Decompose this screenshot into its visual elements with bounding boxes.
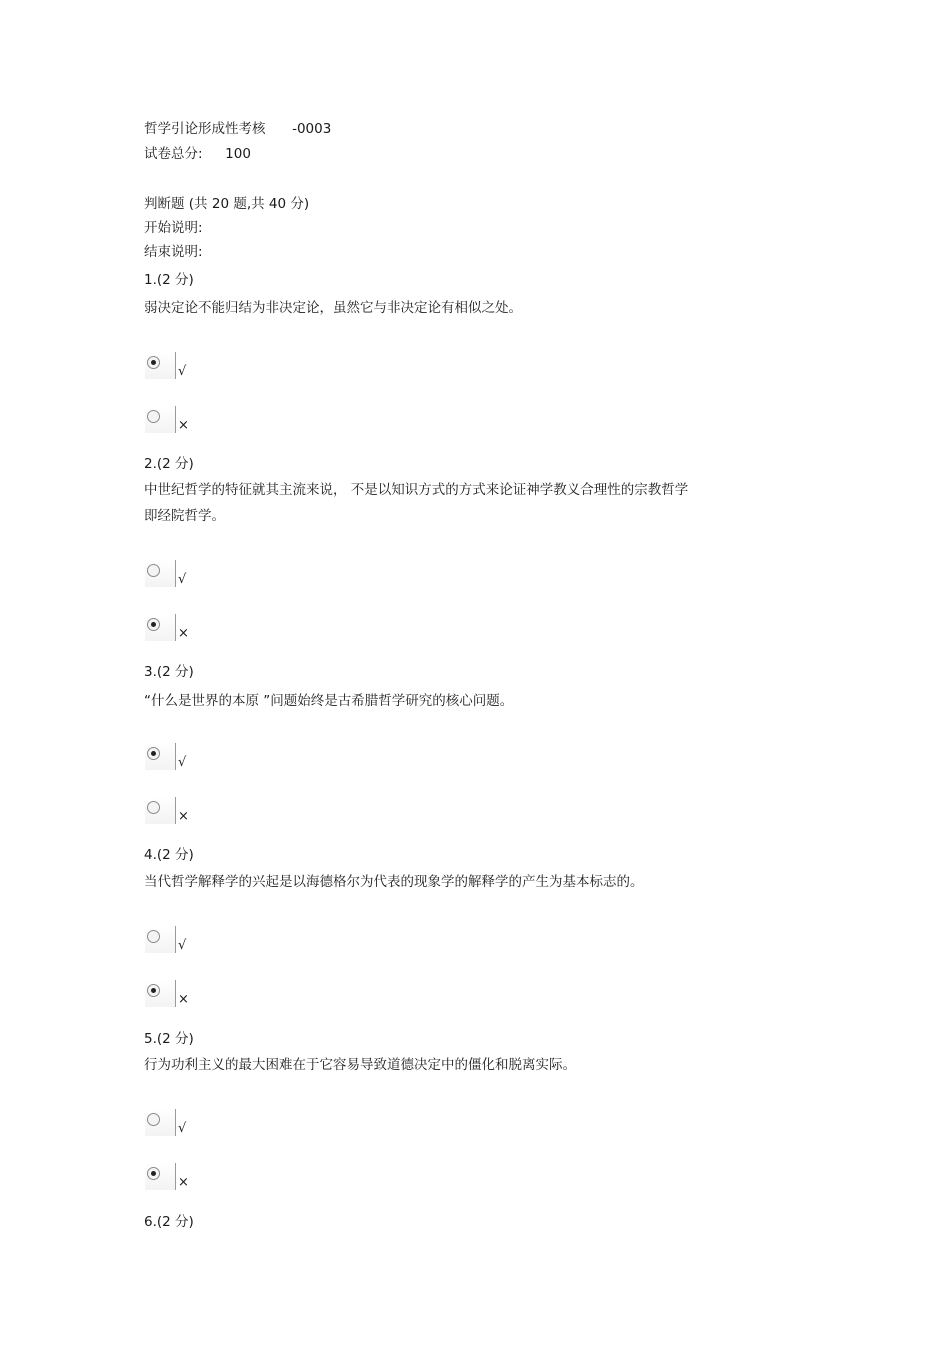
false-mark: × <box>178 418 189 433</box>
option-divider <box>175 980 176 1007</box>
false-mark: × <box>178 992 189 1007</box>
question-number: 2.(2 分) <box>144 456 194 472</box>
question-text: “什么是世界的本原 ”问题始终是古希腊哲学研究的核心问题。 <box>144 693 514 709</box>
option-divider <box>175 352 176 379</box>
option-divider <box>175 797 176 824</box>
question-number: 5.(2 分) <box>144 1031 194 1047</box>
exam-total-label: 试卷总分: <box>144 146 203 162</box>
answer-option-true[interactable] <box>145 352 175 380</box>
true-mark: √ <box>178 938 187 953</box>
question-text: 当代哲学解释学的兴起是以海德格尔为代表的现象学的解释学的产生为基本标志的。 <box>144 874 644 890</box>
question-text: 弱决定论不能归结为非决定论，虽然它与非决定论有相似之处。 <box>144 300 522 316</box>
question-number: 1.(2 分) <box>144 272 194 288</box>
radio-button[interactable] <box>147 356 160 369</box>
option-divider <box>175 560 176 587</box>
exam-title-text: 哲学引论形成性考核 <box>144 121 266 137</box>
exam-total <box>144 145 251 163</box>
radio-button[interactable] <box>147 930 160 943</box>
answer-option-false[interactable] <box>145 406 175 434</box>
answer-option-true[interactable] <box>145 743 175 771</box>
true-mark: √ <box>178 1121 187 1136</box>
answer-option-true[interactable] <box>145 1109 175 1137</box>
true-mark: √ <box>178 755 187 770</box>
false-mark: × <box>178 809 189 824</box>
start-note: 开始说明: <box>144 220 203 236</box>
radio-button[interactable] <box>147 801 160 814</box>
answer-option-false[interactable] <box>145 980 175 1008</box>
answer-option-false[interactable] <box>145 797 175 825</box>
answer-option-true[interactable] <box>145 926 175 954</box>
true-mark: √ <box>178 572 187 587</box>
radio-button[interactable] <box>147 564 160 577</box>
radio-button[interactable] <box>147 618 160 631</box>
section-heading: 判断题 (共 20 题,共 40 分) <box>144 196 310 212</box>
option-divider <box>175 1163 176 1190</box>
option-divider <box>175 406 176 433</box>
question-number: 4.(2 分) <box>144 847 194 863</box>
end-note: 结束说明: <box>144 244 203 260</box>
answer-option-false[interactable] <box>145 614 175 642</box>
radio-button[interactable] <box>147 1167 160 1180</box>
question-number: 3.(2 分) <box>144 664 194 680</box>
option-divider <box>175 743 176 770</box>
answer-option-true[interactable] <box>145 560 175 588</box>
exam-total-value: 100 <box>225 146 251 162</box>
option-divider <box>175 614 176 641</box>
option-divider <box>175 1109 176 1136</box>
question-text-continued: 即经院哲学。 <box>144 508 225 524</box>
radio-button[interactable] <box>147 1113 160 1126</box>
question-text: 中世纪哲学的特征就其主流来说， 不是以知识方式的方式来论证神学教义合理性的宗教哲学 <box>144 482 689 498</box>
radio-button[interactable] <box>147 747 160 760</box>
exam-title <box>144 120 331 138</box>
false-mark: × <box>178 626 189 641</box>
option-divider <box>175 926 176 953</box>
false-mark: × <box>178 1175 189 1190</box>
question-text: 行为功利主义的最大困难在于它容易导致道德决定中的僵化和脱离实际。 <box>144 1057 576 1073</box>
answer-option-false[interactable] <box>145 1163 175 1191</box>
radio-button[interactable] <box>147 984 160 997</box>
radio-button[interactable] <box>147 410 160 423</box>
true-mark: √ <box>178 364 187 379</box>
question-number: 6.(2 分) <box>144 1214 194 1230</box>
exam-code: -0003 <box>292 121 332 137</box>
